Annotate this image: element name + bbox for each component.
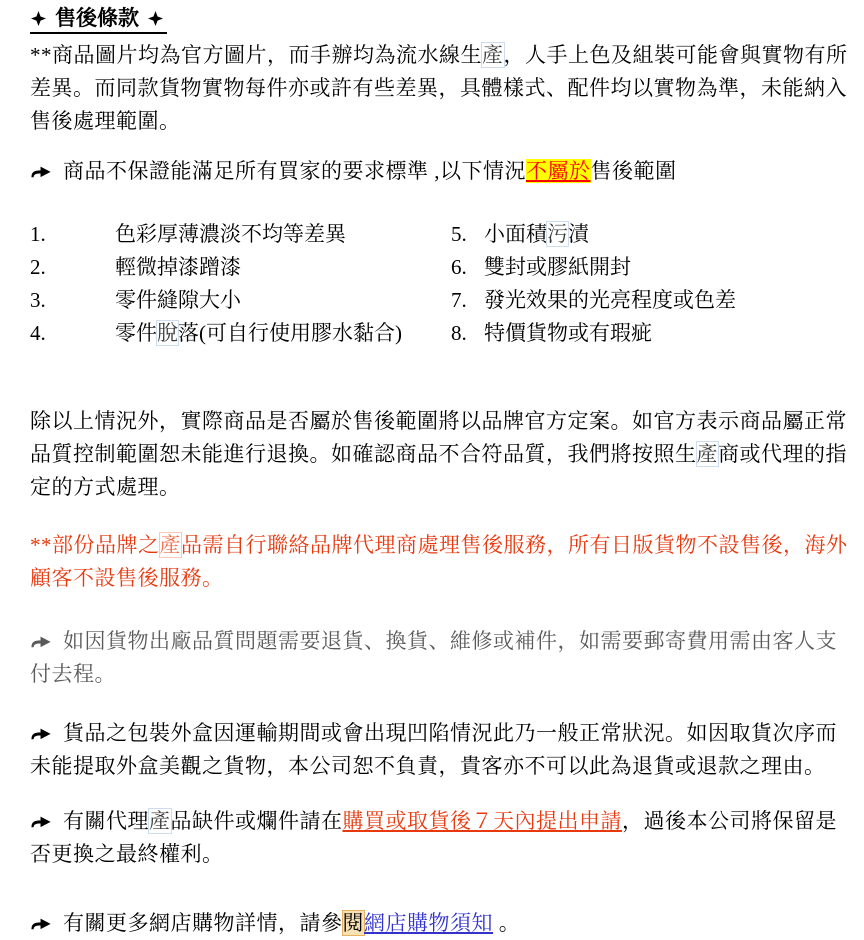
text-run: 特價貨物或有瑕疵 xyxy=(484,321,652,345)
list-row xyxy=(30,251,850,284)
curved-right-arrow-icon xyxy=(30,633,53,649)
list-item xyxy=(484,284,850,317)
list-number: 1. xyxy=(30,222,46,246)
text-run: 零件 xyxy=(115,321,157,345)
list-number: 5. xyxy=(451,222,467,246)
text-run: 輕微掉漆蹭漆 xyxy=(115,255,241,279)
list-number: 4. xyxy=(30,321,46,345)
text-run: 產 xyxy=(696,442,718,466)
list-row xyxy=(30,284,850,317)
text-run: 品需自行聯絡品牌代理商處理售後服務，所有日版貨物不設售後，海外顧客不設售後服務。 xyxy=(30,533,848,590)
four-pointed-star-icon xyxy=(148,11,163,26)
text-run: 貨品之包裝外盒因運輸期間或會出現凹陷情況此乃一般正常狀況。如因取貨次序而未能提取外盒美觀之貨物，本公司恕不負責，貴客亦不可以此為退貨或退款之理由。 xyxy=(30,721,837,778)
text-run: ，過後本公司將保留是否更換之最終權利。 xyxy=(30,809,837,866)
list-row xyxy=(30,218,850,251)
list-item xyxy=(115,218,451,251)
curved-right-arrow-icon xyxy=(30,163,53,179)
curved-right-arrow-icon xyxy=(30,915,53,931)
shipping-cost-text xyxy=(30,629,837,686)
text-run: 不屬於 xyxy=(526,159,591,183)
list-item xyxy=(484,251,850,284)
packaging-text xyxy=(30,721,837,778)
text-run: 有關代理 xyxy=(63,809,149,833)
page-title xyxy=(30,5,167,34)
list-item xyxy=(115,251,451,284)
packaging-paragraph xyxy=(30,717,850,783)
list-number: 2. xyxy=(30,255,46,279)
more-info-line xyxy=(30,907,850,940)
claim-scope-text xyxy=(63,159,677,183)
text-run: 污 xyxy=(547,222,568,246)
agency-defect-paragraph xyxy=(30,805,850,871)
text-run: 有關更多網店購物詳情，請參 xyxy=(63,911,343,935)
more-info-text xyxy=(63,911,520,935)
text-run: 除以上情況外，實際商品是否屬於售後範圍將以品牌官方定案。如官方表示商品屬正常品質控制範圍恕未能進行退換。如確認商品不合符品質，我們將按照生 xyxy=(30,409,847,466)
shipping-cost-line xyxy=(30,625,850,691)
agency-defect-text xyxy=(30,809,837,866)
text-run: 閱 xyxy=(342,911,364,935)
text-run: 如因貨物出廠品質問題需要退貨、換貨、維修或補件，如需要郵寄費用需由客人支付去程。 xyxy=(30,629,837,686)
text-run: 色彩厚薄濃淡不均等差異 xyxy=(115,222,346,246)
list-number: 6. xyxy=(451,255,467,279)
curved-right-arrow-icon xyxy=(30,813,53,829)
text-run: 發光效果的光亮程度或色差 xyxy=(484,288,736,312)
intro-paragraph xyxy=(30,39,850,138)
list-item xyxy=(484,218,850,251)
text-run: 。 xyxy=(493,911,521,935)
four-pointed-star-icon xyxy=(31,11,46,26)
claim-scope-line xyxy=(30,155,850,188)
exclusion-list xyxy=(30,218,850,350)
list-item xyxy=(115,284,451,317)
text-run: **商品圖片均為官方圖片，而手辦均為流水線生 xyxy=(30,43,482,67)
list-row xyxy=(30,317,850,350)
official-decision-paragraph xyxy=(30,405,850,504)
text-run: ，人手上色及組裝可能會與實物有所差異。而同款貨物實物每件亦或許有些差異，具體樣式、配件均以實物為準，未能納入售後處理範圍。 xyxy=(30,43,848,133)
list-number: 7. xyxy=(451,288,467,312)
text-run: 脫 xyxy=(157,321,178,345)
text-run: 產 xyxy=(149,809,171,833)
text-run: 售後範圍 xyxy=(590,159,677,183)
text-run: 零件縫隙大小 xyxy=(115,288,241,312)
curved-right-arrow-icon xyxy=(30,725,53,741)
text-run: 品缺件或爛件請在 xyxy=(170,809,343,833)
text-run: 商或代理的指定的方式處理。 xyxy=(30,442,847,499)
page-title-text: 售後條款 xyxy=(55,6,139,30)
text-run: 雙封或膠紙開封 xyxy=(484,255,631,279)
text-run: 小面積 xyxy=(484,222,547,246)
list-item xyxy=(115,317,451,350)
text-run: 漬 xyxy=(568,222,589,246)
text-run: 落(可自行使用膠水黏合) xyxy=(178,321,402,345)
text-run: 產 xyxy=(482,43,504,67)
text-run: 產 xyxy=(159,533,181,557)
list-number: 3. xyxy=(30,288,46,312)
text-run: 商品不保證能滿足所有買家的要求標準 ,以下情況 xyxy=(63,159,526,183)
brand-notice-paragraph xyxy=(30,529,850,595)
list-number: 8. xyxy=(451,321,467,345)
text-run: **部份品牌之 xyxy=(30,533,160,557)
list-item xyxy=(484,317,850,350)
store-shopping-guide-link[interactable]: 網店購物須知 xyxy=(364,911,493,935)
text-run: 購買或取貨後７天內提出申請 xyxy=(342,809,622,833)
